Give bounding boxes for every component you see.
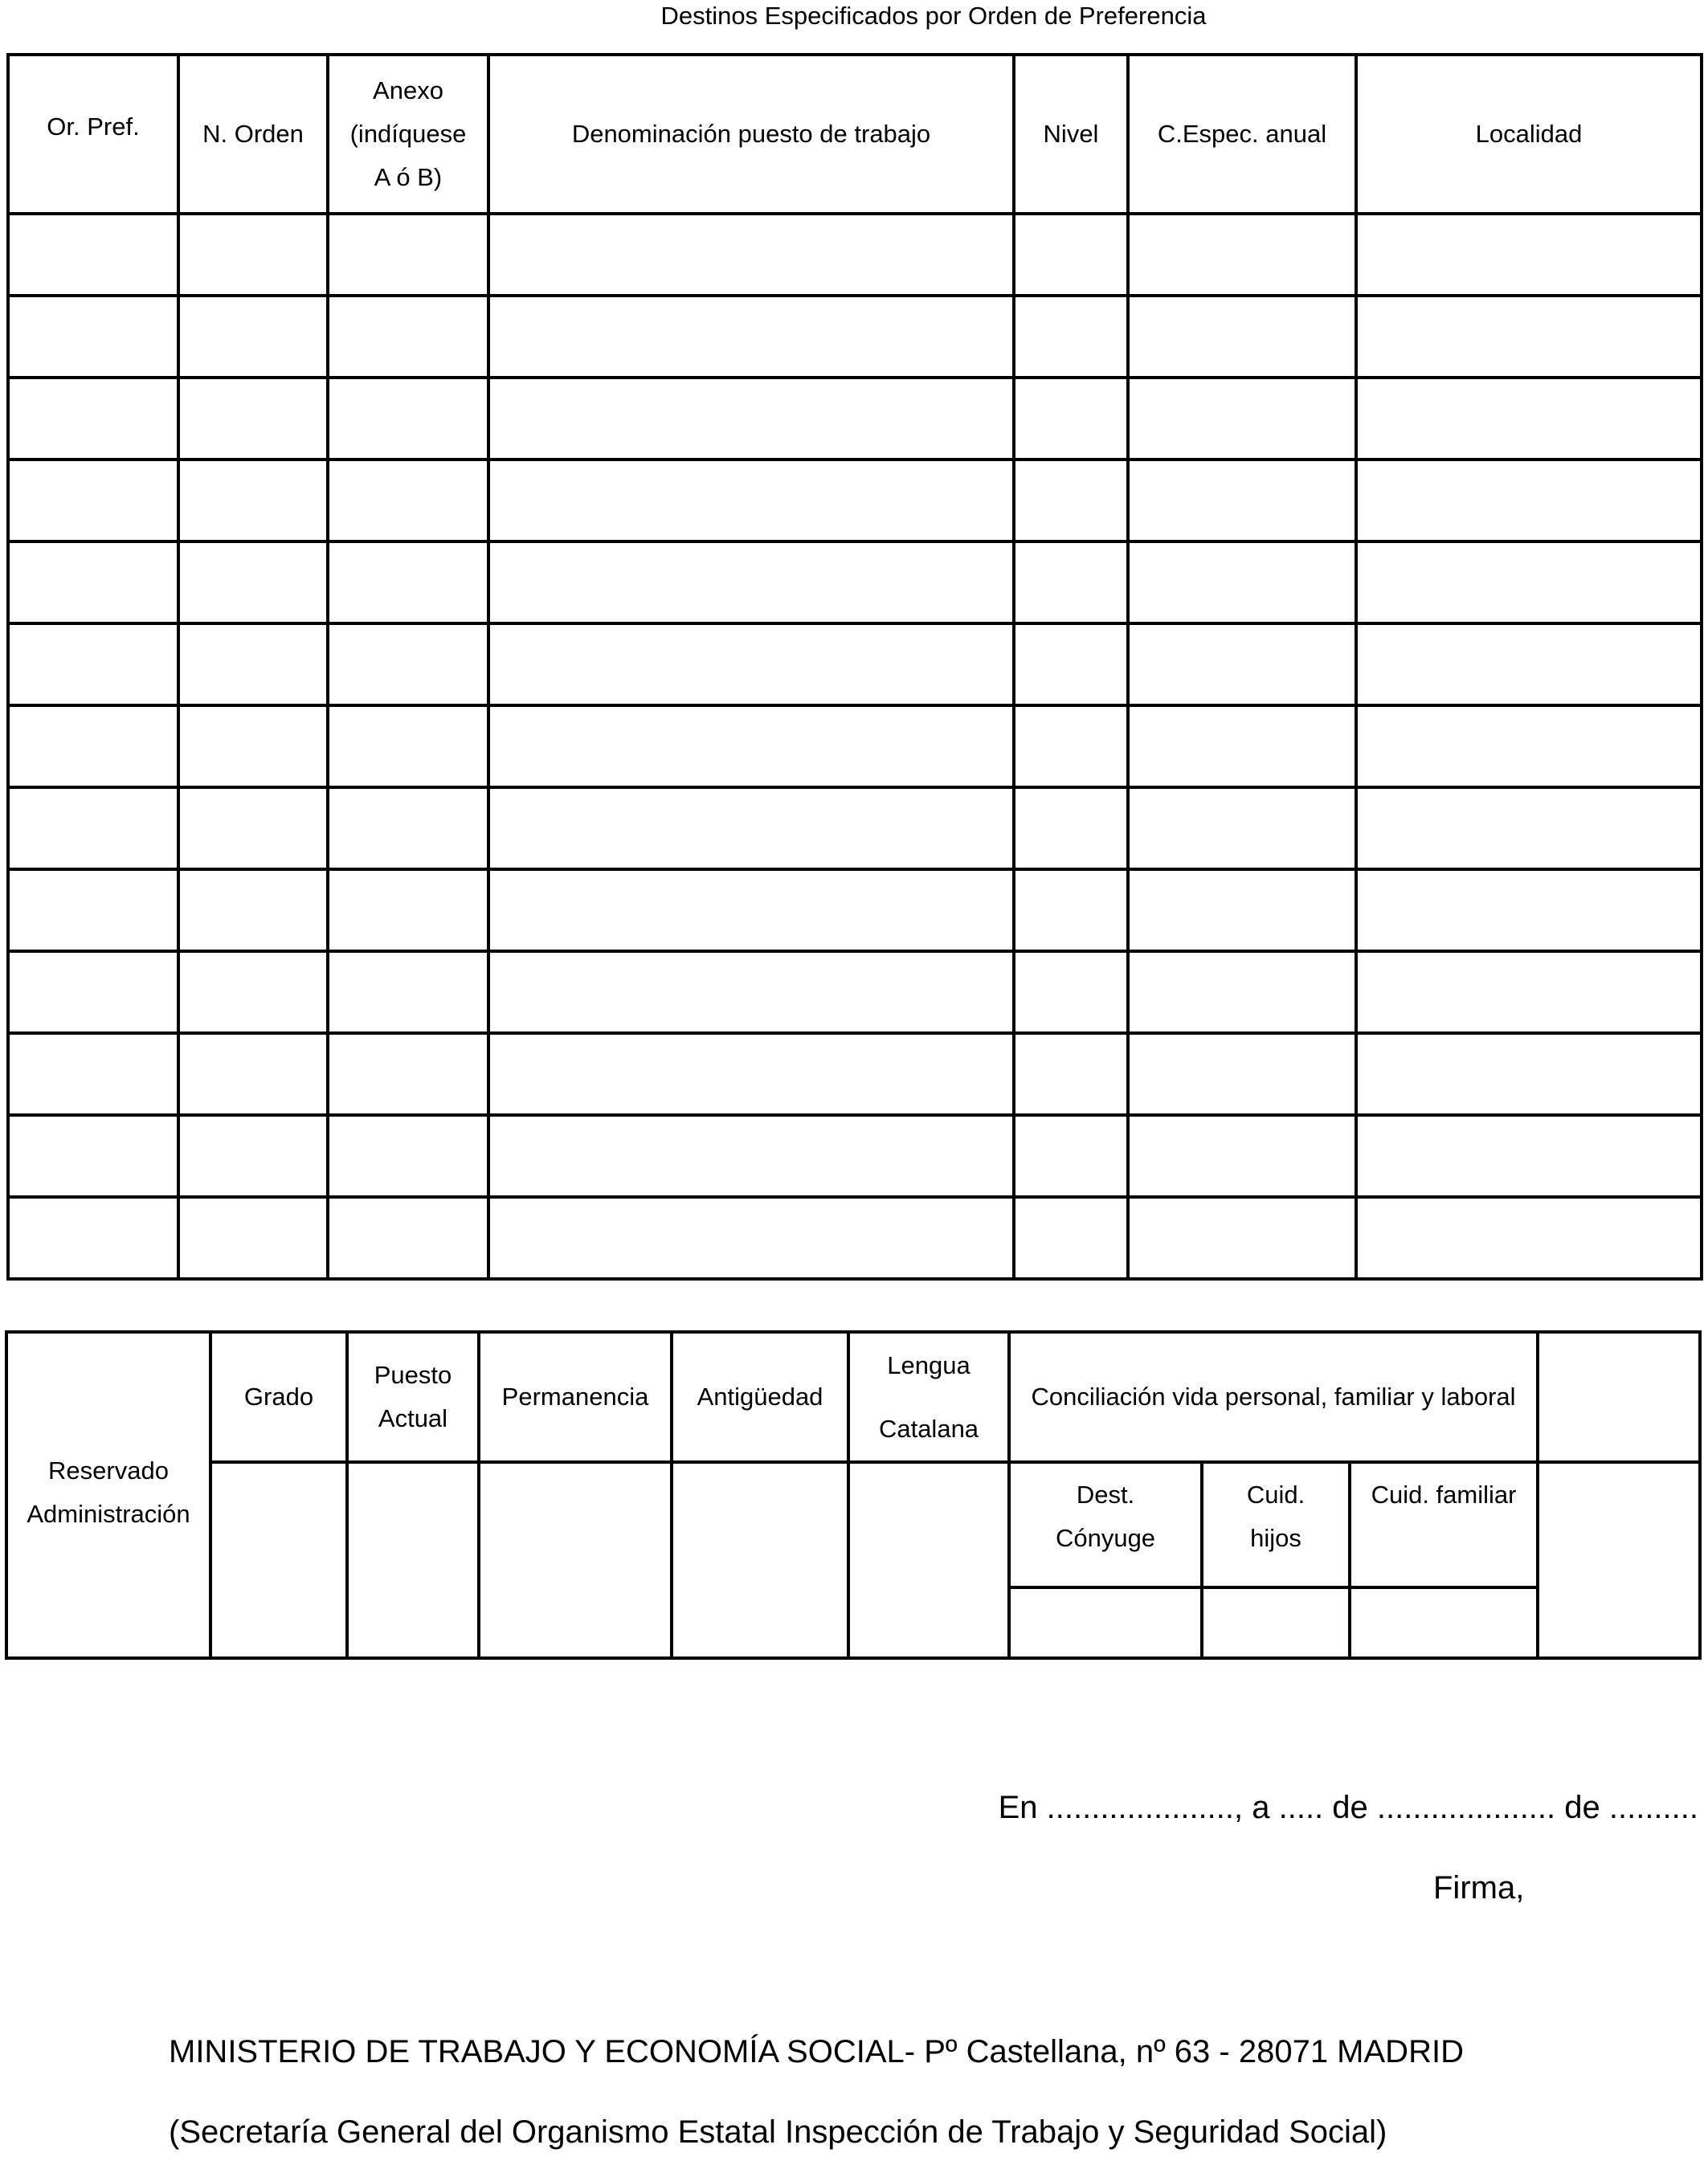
lengua-line-1: Lengua xyxy=(887,1351,970,1379)
dest-conyuge-value-cell[interactable] xyxy=(1009,1587,1202,1658)
cell-nivel[interactable] xyxy=(1014,378,1128,460)
cell-denominacion[interactable] xyxy=(488,378,1014,460)
permanencia-value-cell[interactable] xyxy=(479,1462,672,1658)
cell-c-espec-anual[interactable] xyxy=(1128,1033,1356,1115)
antiguedad-header: Antigüedad xyxy=(672,1332,848,1462)
cell-nivel[interactable] xyxy=(1014,787,1128,869)
cell-n-orden[interactable] xyxy=(178,1197,328,1279)
cell-c-espec-anual[interactable] xyxy=(1128,1115,1356,1197)
puesto-line-1: Puesto xyxy=(374,1360,452,1389)
cell-or-pref[interactable] xyxy=(8,296,178,378)
cell-localidad[interactable] xyxy=(1356,1033,1702,1115)
cell-denominacion[interactable] xyxy=(488,1197,1014,1279)
table-header-row xyxy=(8,55,1702,214)
secretaria-general-line: (Secretaría General del Organismo Estatal Inspección de Trabajo y Seguridad Social) xyxy=(169,2114,1387,2150)
header-anexo xyxy=(328,55,488,214)
table-row xyxy=(8,460,1702,541)
puesto-actual-header xyxy=(347,1332,479,1462)
cuid-familiar-value-cell[interactable] xyxy=(1350,1587,1538,1658)
table-row xyxy=(8,951,1702,1033)
cell-nivel[interactable] xyxy=(1014,705,1128,787)
destinations-preference-table xyxy=(6,53,1703,1281)
cuid-hijos-line-1: Cuid. xyxy=(1246,1481,1306,1509)
cell-c-espec-anual[interactable] xyxy=(1128,869,1356,951)
puesto-line-2: Actual xyxy=(378,1404,448,1433)
cell-n-orden[interactable] xyxy=(178,541,328,623)
cell-anexo[interactable] xyxy=(328,378,488,460)
header-localidad: Localidad xyxy=(1356,55,1702,214)
header-anexo-line-2: (indíquese xyxy=(349,119,467,148)
cell-nivel[interactable] xyxy=(1014,460,1128,541)
reserved-administration-table xyxy=(5,1330,1702,1660)
header-anexo-line-1: Anexo xyxy=(373,76,443,104)
cell-anexo[interactable] xyxy=(328,296,488,378)
cell-c-espec-anual[interactable] xyxy=(1128,460,1356,541)
header-denominacion: Denominación puesto de trabajo xyxy=(488,55,1014,214)
cell-denominacion[interactable] xyxy=(488,1033,1014,1115)
signature-label: Firma, xyxy=(1433,1870,1525,1906)
table-row xyxy=(8,378,1702,460)
table-row xyxy=(8,705,1702,787)
cell-n-orden[interactable] xyxy=(178,378,328,460)
cell-c-espec-anual[interactable] xyxy=(1128,705,1356,787)
cell-or-pref[interactable] xyxy=(8,460,178,541)
cell-localidad[interactable] xyxy=(1356,869,1702,951)
cell-anexo[interactable] xyxy=(328,541,488,623)
table-row xyxy=(8,787,1702,869)
cell-or-pref[interactable] xyxy=(8,1115,178,1197)
reservado-line-1: Reservado xyxy=(48,1456,169,1485)
cell-denominacion[interactable] xyxy=(488,951,1014,1033)
cell-c-espec-anual[interactable] xyxy=(1128,623,1356,705)
reservado-line-2: Administración xyxy=(27,1499,190,1528)
cell-or-pref[interactable] xyxy=(8,623,178,705)
cell-c-espec-anual[interactable] xyxy=(1128,951,1356,1033)
table-row xyxy=(8,296,1702,378)
cell-denominacion[interactable] xyxy=(488,1115,1014,1197)
cell-n-orden[interactable] xyxy=(178,1115,328,1197)
cell-n-orden[interactable] xyxy=(178,869,328,951)
header-n-orden: N. Orden xyxy=(178,55,328,214)
cell-localidad[interactable] xyxy=(1356,541,1702,623)
table-row xyxy=(8,1033,1702,1115)
cell-c-espec-anual[interactable] xyxy=(1128,787,1356,869)
ministry-address: MINISTERIO DE TRABAJO Y ECONOMÍA SOCIAL- Pº Castellana, nº 63 - 28071 MADRID xyxy=(169,2034,1464,2069)
cell-denominacion[interactable] xyxy=(488,460,1014,541)
cell-c-espec-anual[interactable] xyxy=(1128,541,1356,623)
permanencia-header: Permanencia xyxy=(479,1332,672,1462)
table-row xyxy=(8,623,1702,705)
cell-anexo[interactable] xyxy=(328,705,488,787)
cell-localidad[interactable] xyxy=(1356,214,1702,296)
table-row xyxy=(8,869,1702,951)
cell-localidad[interactable] xyxy=(1356,951,1702,1033)
cell-nivel[interactable] xyxy=(1014,296,1128,378)
cell-localidad[interactable] xyxy=(1356,1115,1702,1197)
cell-or-pref[interactable] xyxy=(8,951,178,1033)
cell-localidad[interactable] xyxy=(1356,296,1702,378)
reserved-extra-header-cell xyxy=(1538,1332,1700,1462)
cell-n-orden[interactable] xyxy=(178,214,328,296)
header-anexo-line-3: A ó B) xyxy=(374,163,443,192)
cell-or-pref[interactable] xyxy=(8,1033,178,1115)
dest-conyuge-header xyxy=(1009,1462,1202,1587)
cell-or-pref[interactable] xyxy=(8,705,178,787)
header-nivel: Nivel xyxy=(1014,55,1128,214)
cell-or-pref[interactable] xyxy=(8,1197,178,1279)
cell-anexo[interactable] xyxy=(328,951,488,1033)
cell-nivel[interactable] xyxy=(1014,1115,1128,1197)
cell-n-orden[interactable] xyxy=(178,460,328,541)
cell-c-espec-anual[interactable] xyxy=(1128,296,1356,378)
cell-localidad[interactable] xyxy=(1356,787,1702,869)
table-row xyxy=(8,1197,1702,1279)
cell-n-orden[interactable] xyxy=(178,1033,328,1115)
reservado-administracion-label xyxy=(6,1332,210,1658)
table-row xyxy=(8,214,1702,296)
cell-anexo[interactable] xyxy=(328,787,488,869)
cell-denominacion[interactable] xyxy=(488,623,1014,705)
cell-denominacion[interactable] xyxy=(488,787,1014,869)
cell-localidad[interactable] xyxy=(1356,1197,1702,1279)
cell-nivel[interactable] xyxy=(1014,214,1128,296)
cell-or-pref[interactable] xyxy=(8,214,178,296)
cell-n-orden[interactable] xyxy=(178,296,328,378)
place-date-line: En ....................., a ..... de .................... de .......... xyxy=(998,1790,1698,1825)
cell-or-pref[interactable] xyxy=(8,541,178,623)
cell-denominacion[interactable] xyxy=(488,705,1014,787)
cell-localidad[interactable] xyxy=(1356,378,1702,460)
cell-anexo[interactable] xyxy=(328,1033,488,1115)
form-section-title: Destinos Especificados por Orden de Preferencia xyxy=(660,2,1207,30)
cuid-hijos-header xyxy=(1202,1462,1350,1587)
cell-nivel[interactable] xyxy=(1014,623,1128,705)
cell-denominacion[interactable] xyxy=(488,541,1014,623)
cell-c-espec-anual[interactable] xyxy=(1128,378,1356,460)
lengua-catalana-header xyxy=(848,1332,1009,1462)
cell-anexo[interactable] xyxy=(328,623,488,705)
reserved-extra-value-cell[interactable] xyxy=(1538,1462,1700,1658)
puesto-actual-value-cell[interactable] xyxy=(347,1462,479,1658)
cell-denominacion[interactable] xyxy=(488,296,1014,378)
cell-anexo[interactable] xyxy=(328,869,488,951)
cell-localidad[interactable] xyxy=(1356,705,1702,787)
header-c-espec-anual: C.Espec. anual xyxy=(1128,55,1356,214)
grado-header: Grado xyxy=(210,1332,347,1462)
cuid-familiar-header: Cuid. familiar xyxy=(1350,1462,1538,1587)
cell-nivel[interactable] xyxy=(1014,1197,1128,1279)
cell-or-pref[interactable] xyxy=(8,378,178,460)
grado-value-cell[interactable] xyxy=(210,1462,347,1658)
lengua-catalana-value-cell[interactable] xyxy=(848,1462,1009,1658)
cuid-hijos-value-cell[interactable] xyxy=(1202,1587,1350,1658)
dest-line-1: Dest. xyxy=(1076,1481,1135,1509)
cell-n-orden[interactable] xyxy=(178,623,328,705)
cell-localidad[interactable] xyxy=(1356,623,1702,705)
cell-c-espec-anual[interactable] xyxy=(1128,214,1356,296)
cell-nivel[interactable] xyxy=(1014,869,1128,951)
conciliacion-header: Conciliación vida personal, familiar y laboral xyxy=(1009,1332,1538,1462)
antiguedad-value-cell[interactable] xyxy=(672,1462,848,1658)
cell-n-orden[interactable] xyxy=(178,787,328,869)
cell-anexo[interactable] xyxy=(328,214,488,296)
cell-denominacion[interactable] xyxy=(488,214,1014,296)
cell-nivel[interactable] xyxy=(1014,541,1128,623)
cell-anexo[interactable] xyxy=(328,460,488,541)
cell-n-orden[interactable] xyxy=(178,705,328,787)
cell-localidad[interactable] xyxy=(1356,460,1702,541)
cell-anexo[interactable] xyxy=(328,1115,488,1197)
cell-or-pref[interactable] xyxy=(8,869,178,951)
cell-c-espec-anual[interactable] xyxy=(1128,1197,1356,1279)
lengua-line-2: Catalana xyxy=(878,1415,979,1444)
dest-line-2: Cónyuge xyxy=(1055,1524,1156,1553)
cell-anexo[interactable] xyxy=(328,1197,488,1279)
cell-denominacion[interactable] xyxy=(488,869,1014,951)
cuid-hijos-line-2: hijos xyxy=(1250,1524,1301,1553)
cell-or-pref[interactable] xyxy=(8,787,178,869)
table-row xyxy=(8,541,1702,623)
cell-n-orden[interactable] xyxy=(178,951,328,1033)
cell-nivel[interactable] xyxy=(1014,1033,1128,1115)
table-row xyxy=(8,1115,1702,1197)
cell-nivel[interactable] xyxy=(1014,951,1128,1033)
header-or-pref: Or. Pref. xyxy=(8,55,178,214)
